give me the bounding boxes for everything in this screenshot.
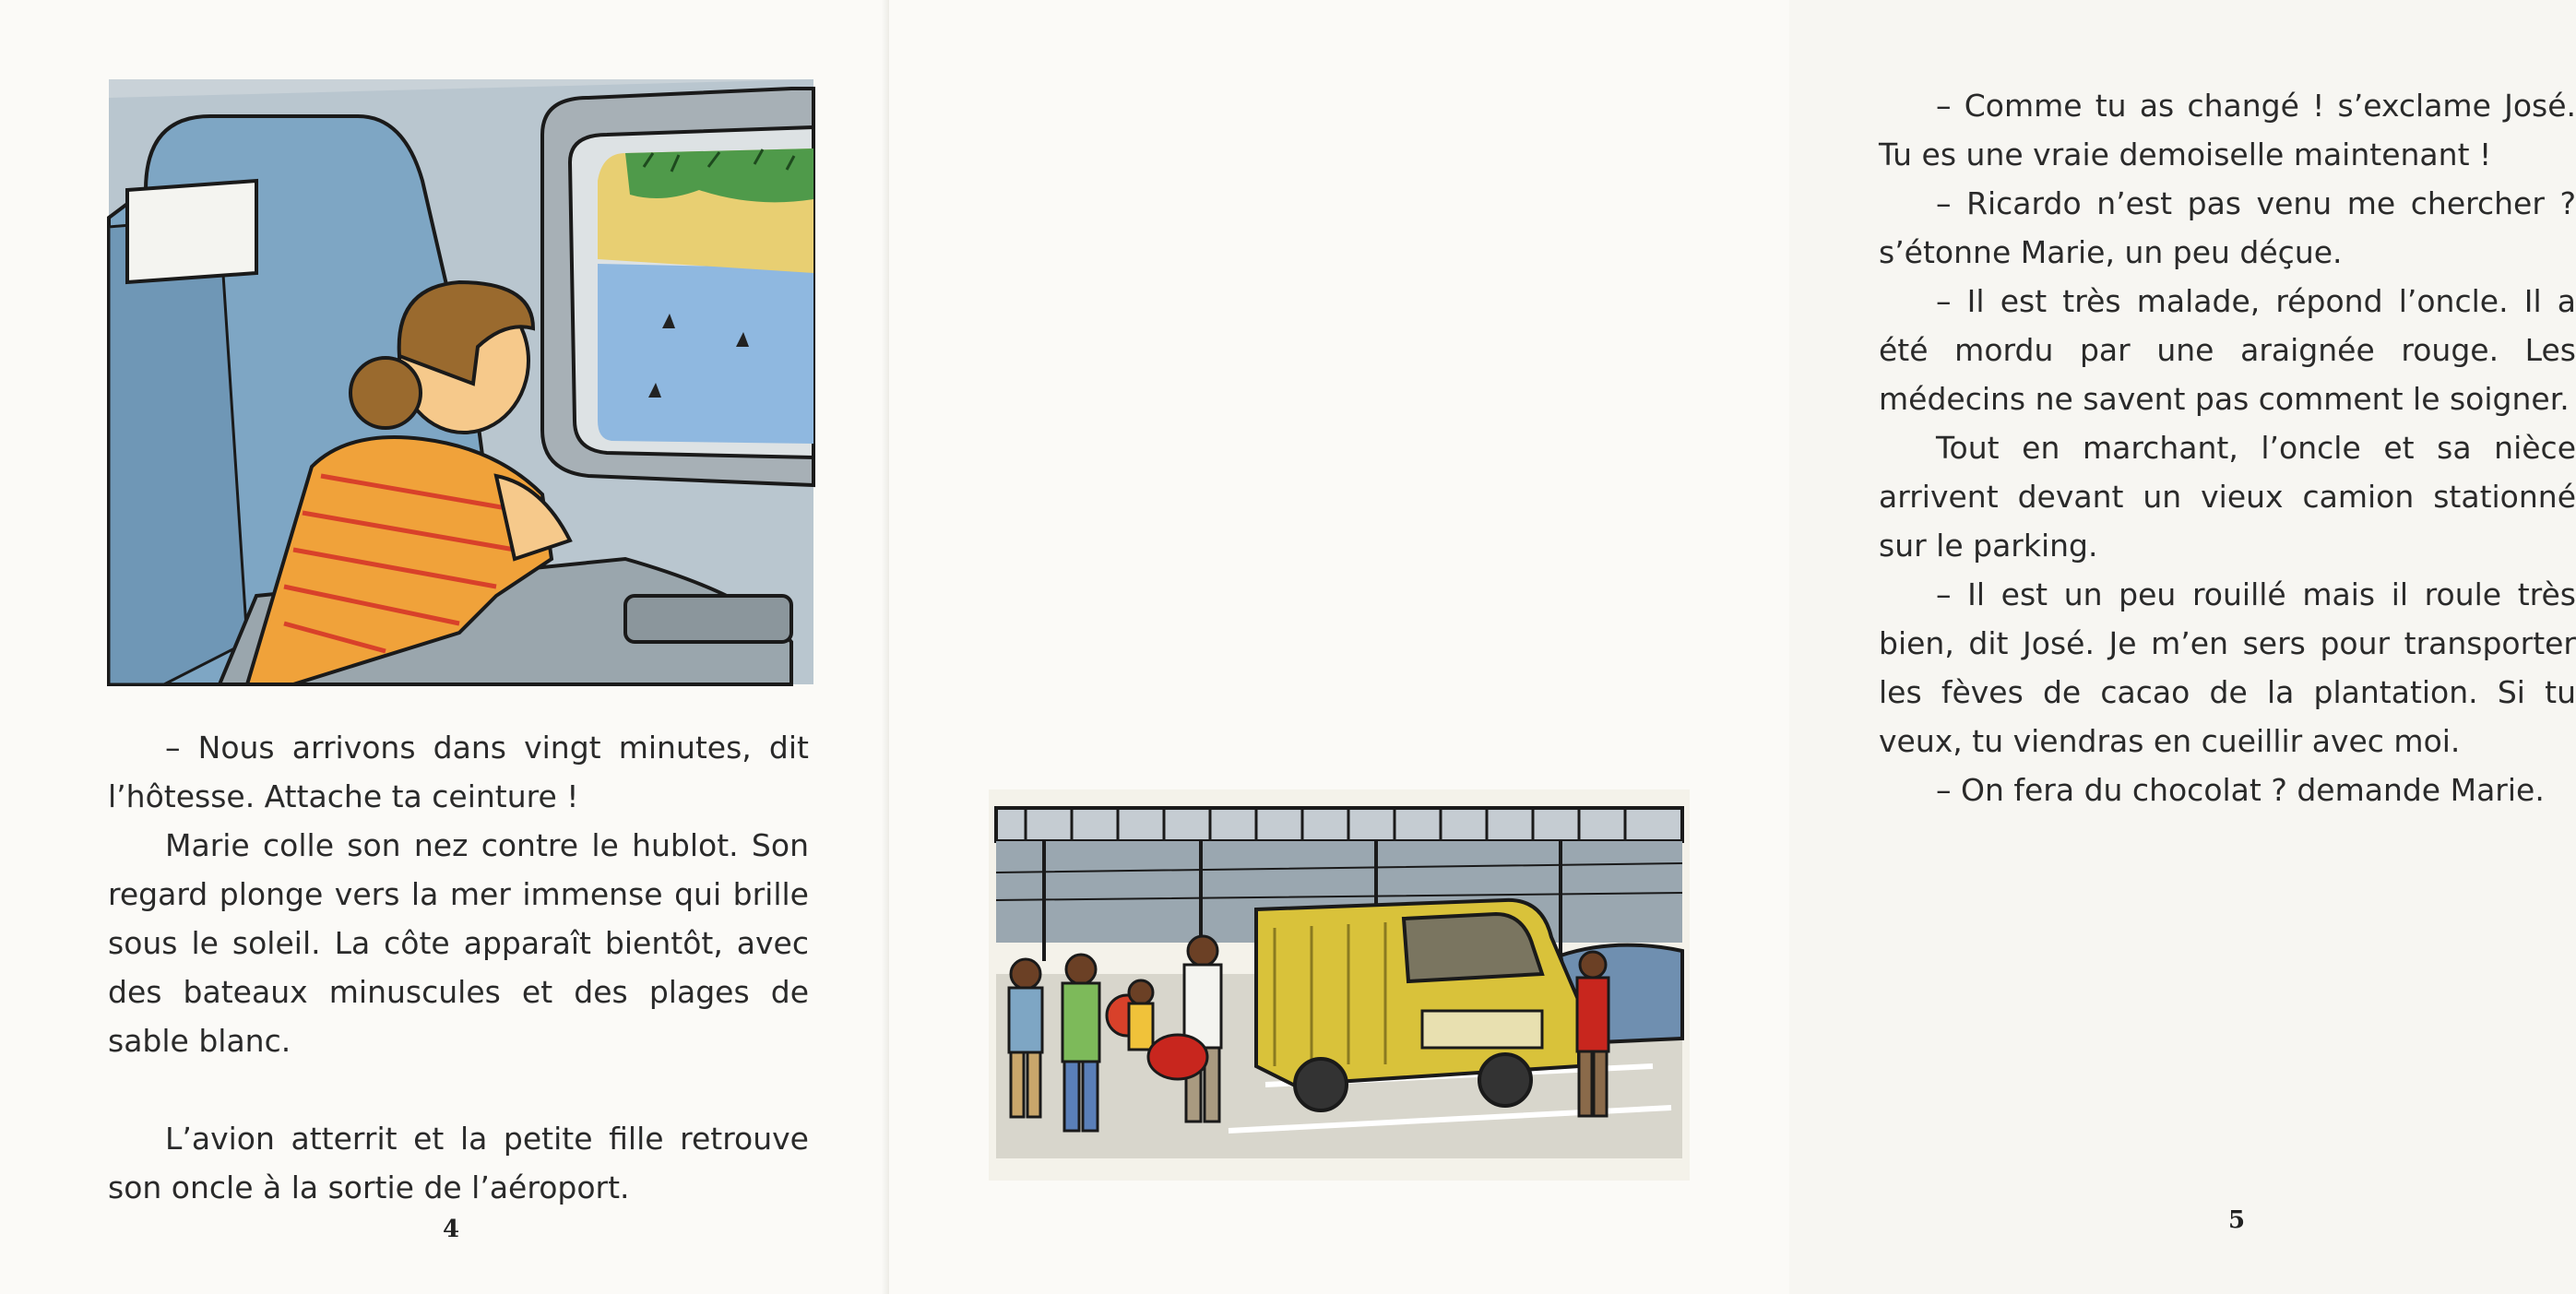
paragraph: Tout en marchant, l’oncle et sa nièce arrivent devant un vieux camion stationné sur le parking. [1879, 430, 2576, 564]
page-number: 4 [443, 1216, 460, 1243]
left-page [0, 0, 889, 1294]
paragraph: – Il est un peu rouillé mais il roule très bien, dit José. Je m’en sers pour transporter les fèves de cacao de la plantation. Si tu veux, tu viendras en cueillir avec moi. [1879, 576, 2576, 759]
paragraph: – Il est très malade, répond l’oncle. Il a été mordu par une araignée rouge. Les médecins ne savent pas comment le soigner. [1879, 283, 2576, 417]
paragraph: – On fera du chocolat ? demande Marie. [1936, 772, 2545, 808]
paragraph: – Comme tu as changé ! s’exclame José. Tu es une vraie demoiselle maintenant ! [1879, 88, 2576, 172]
paragraph: Marie colle son nez contre le hublot. Son regard plonge vers la mer immense qui brille sous le soleil. La côte apparaît bientôt, avec des bateaux minuscules et des plages de sable blanc. [108, 827, 809, 1059]
airport-parking-illustration [989, 789, 1690, 1181]
left-page-text [108, 723, 809, 1212]
page-number: 5 [2228, 1206, 2246, 1234]
paragraph: L’avion atterrit et la petite fille retrouve son oncle à la sortie de l’aéroport. [108, 1121, 809, 1205]
paragraph: – Nous arrivons dans vingt minutes, dit l’hôtesse. Attache ta ceinture ! [108, 730, 809, 814]
paragraph: – Ricardo n’est pas venu me chercher ? s’étonne Marie, un peu déçue. [1879, 185, 2576, 270]
right-page [889, 0, 2576, 1294]
right-page-text [1879, 81, 2576, 814]
airplane-window-illustration [109, 79, 813, 684]
